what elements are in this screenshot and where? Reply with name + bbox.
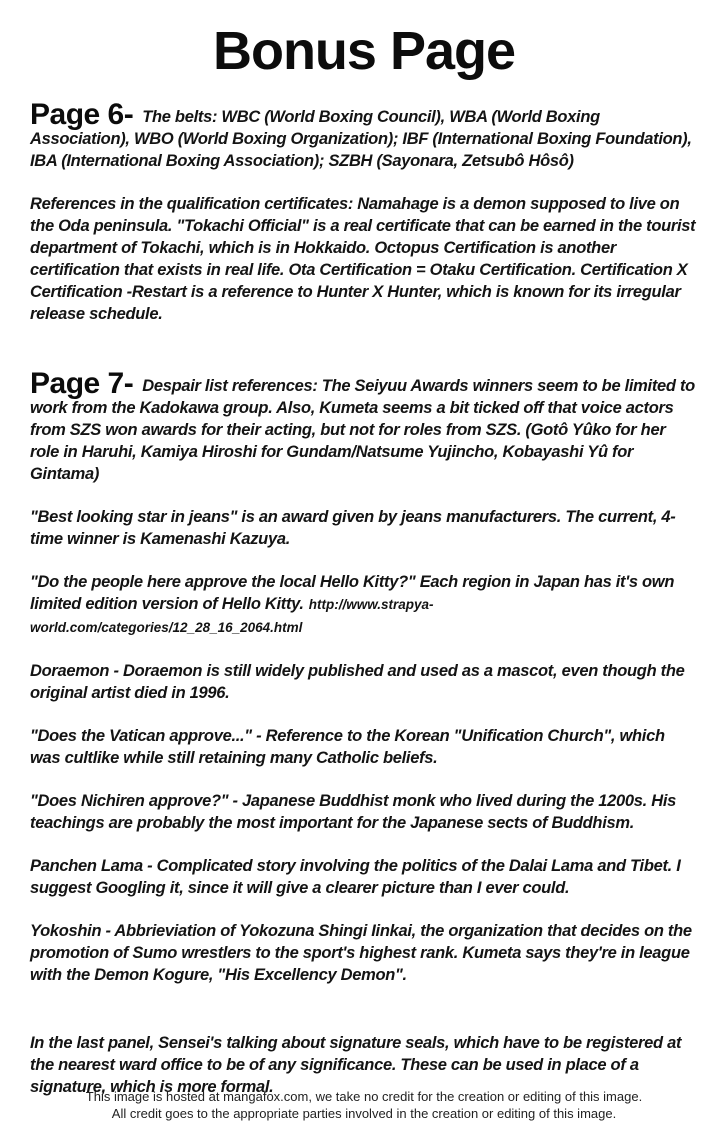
hosting-credit-footer <box>0 1088 728 1122</box>
note-text: Panchen Lama - Complicated story involving the politics of the Dalai Lama and Tibet. I suggest Googling it, since it will give a clearer picture than I ever could. <box>30 857 681 897</box>
note-paragraph-jeans-award <box>30 506 698 550</box>
note-text: Doraemon - Doraemon is still widely published and used as a mascot, even though the original artist died in 1996. <box>30 662 685 702</box>
note-paragraph-belts <box>30 98 698 172</box>
note-text: Yokoshin - Abbrieviation of Yokozuna Shingi Iinkai, the organization that decides on the promotion of Sumo wrestlers to the sport's highest rank. Kumeta says they're in league with the Demon Kogure, "His Excellency Demon". <box>30 922 692 984</box>
page-title: Bonus Page <box>212 21 516 81</box>
note-paragraph-despair-list <box>30 367 698 485</box>
note-text: References in the qualification certificates: Namahage is a demon supposed to live on the Oda peninsula. "Tokachi Official" is a real certificate that can be earned in the tourist department of Tokachi, which is in Hokkaido. Octopus Certification is another certification that exists in real life. Ota Certification = Otaku Certification. Certification X Certification -Restart is a reference to Hunter X Hunter, which is known for its irregular release schedule. <box>30 195 696 323</box>
note-text: Despair list references: The Seiyuu Awards winners seem to be limited to work from the Kadokawa group. Also, Kumeta seems a bit ticked off that voice actors from SZS won awards for their acting, but not for roles from SZS. (Gotô Yûko for her role in Haruhi, Kamiya Hiroshi for Gundam/Natsume Yujincho, Kobayashi Yû for Gintama) <box>30 377 695 483</box>
hello-kitty-url: http://www.strapya-world.com/categories/12_28_16_2064.html <box>30 597 434 635</box>
note-text: "Do the people here approve the local Hello Kitty?" Each region in Japan has it's own limited edition version of Hello Kitty. <box>30 573 675 613</box>
footer-credit-line-1: This image is hosted at mangafox.com, we take no credit for the creation or editing of this image. <box>85 1089 643 1104</box>
note-paragraph-hello-kitty <box>30 571 698 639</box>
note-text: "Best looking star in jeans" is an award given by jeans manufacturers. The current, 4-time winner is Kamenashi Kazuya. <box>30 508 676 548</box>
note-paragraph-certificates <box>30 193 698 325</box>
page-6-label: Page 6- <box>30 98 134 131</box>
notes-content <box>0 20 728 1098</box>
note-paragraph-vatican <box>30 725 698 769</box>
note-text: "Does Nichiren approve?" - Japanese Buddhist monk who lived during the 1200s. His teachings are probably the most important for the Japanese sects of Buddhism. <box>30 792 676 832</box>
note-paragraph-panchen-lama <box>30 855 698 899</box>
note-text: "Does the Vatican approve..." - Reference to the Korean "Unification Church", which was cultlike while still retaining many Catholic beliefs. <box>30 727 665 767</box>
page-7-label: Page 7- <box>30 367 134 400</box>
note-text: In the last panel, Sensei's talking about signature seals, which have to be registered at the nearest ward office to be of any significance. These can be used in place of a signature, which is more formal. <box>30 1034 682 1096</box>
note-text: The belts: WBC (World Boxing Council), WBA (World Boxing Association), WBO (World Boxing Organization); IBF (International Boxing Foundation), IBA (International Boxing Association); SZBH (Sayonara, Zetsubô Hôsô) <box>30 108 692 170</box>
note-paragraph-doraemon <box>30 660 698 704</box>
note-paragraph-nichiren <box>30 790 698 834</box>
note-paragraph-yokoshin <box>30 920 698 986</box>
footer-credit-line-2: All credit goes to the appropriate parties involved in the creation or editing of this image. <box>111 1106 617 1121</box>
